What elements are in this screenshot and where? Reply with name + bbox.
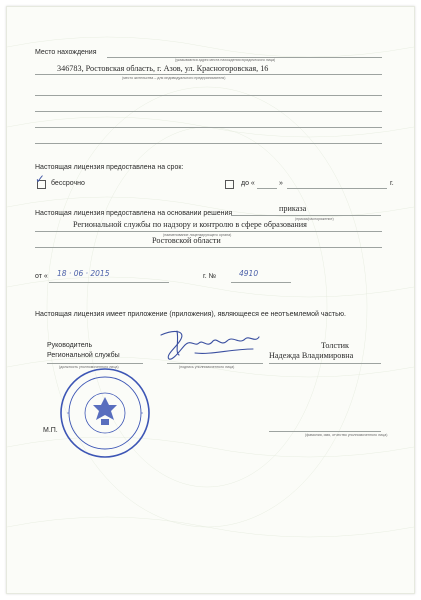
name-hint: (фамилия, имя, отчество уполномоченного лица) [305,433,388,437]
location-hint-bottom: (место жительства – для индивидуального предпринимателя) [122,76,226,80]
perpetual-label: бессрочно [51,180,85,187]
decision-date-value: 18 · 06 · 2015 [57,269,110,278]
basis-authority-line-1 [35,231,382,232]
signature-hint: (подпись уполномоченного лица) [179,365,235,369]
location-line-4 [35,111,382,112]
location-line-2 [35,74,382,75]
location-line-1 [107,57,382,58]
basis-doc-type-line [231,215,381,216]
until-day-line [257,188,277,189]
location-label: Место нахождения [35,49,97,56]
location-hint-top: (указываются адрес места нахождения юридического лица) [175,58,276,62]
signatory-name-2: Надежда Владимировна [269,351,354,360]
appendix-note: Настоящая лицензия имеет приложение (приложения), являющееся ее неотъемлемой частью. [35,311,346,318]
license-page [6,6,415,594]
position-hint: (должность уполномоченного лица) [59,365,119,369]
until-date-line [287,188,387,189]
basis-doc-type: приказа [279,204,307,213]
basis-doc-type-hint: (приказ/распоряжение) [295,217,334,221]
decision-date-line [49,282,169,283]
signatory-position-2: Региональной службы [47,352,120,359]
decision-number-line [231,282,291,283]
location-line-6 [35,143,382,144]
location-line-5 [35,127,382,128]
location-line-3 [35,95,382,96]
signature-icon [155,325,265,365]
position-line [47,363,143,364]
signatory-name-1: Толстик [321,341,350,350]
seal-stamp-icon [57,365,153,461]
decision-number-value: 4910 [239,269,259,278]
decision-date-prefix: от « [35,273,48,280]
until-quote: » [279,180,283,187]
location-address: 346783, Ростовская область, г. Азов, ул. Красногоровская, 16 [57,64,269,73]
mp-label: М.П. [43,427,58,434]
checkmark-icon: ✓ [35,172,46,186]
term-label: Настоящая лицензия предоставлена на срок: [35,164,184,171]
signatory-position-1: Руководитель [47,342,93,349]
basis-label: Настоящая лицензия предоставлена на основании решения [35,210,233,217]
basis-authority-hint: (наименование лицензирующего органа) [163,233,232,237]
year-suffix: г. [390,180,394,187]
name-line [269,363,381,364]
basis-authority-line-2 [35,247,382,248]
until-checkbox [225,180,234,189]
name-hint-line [269,431,381,432]
basis-authority-line1: Региональной службы по надзору и контролю в сфере образования [73,220,307,229]
decision-number-prefix: г. № [203,273,217,280]
until-prefix: до « [241,180,255,187]
basis-authority-line2: Ростовской области [152,236,221,245]
